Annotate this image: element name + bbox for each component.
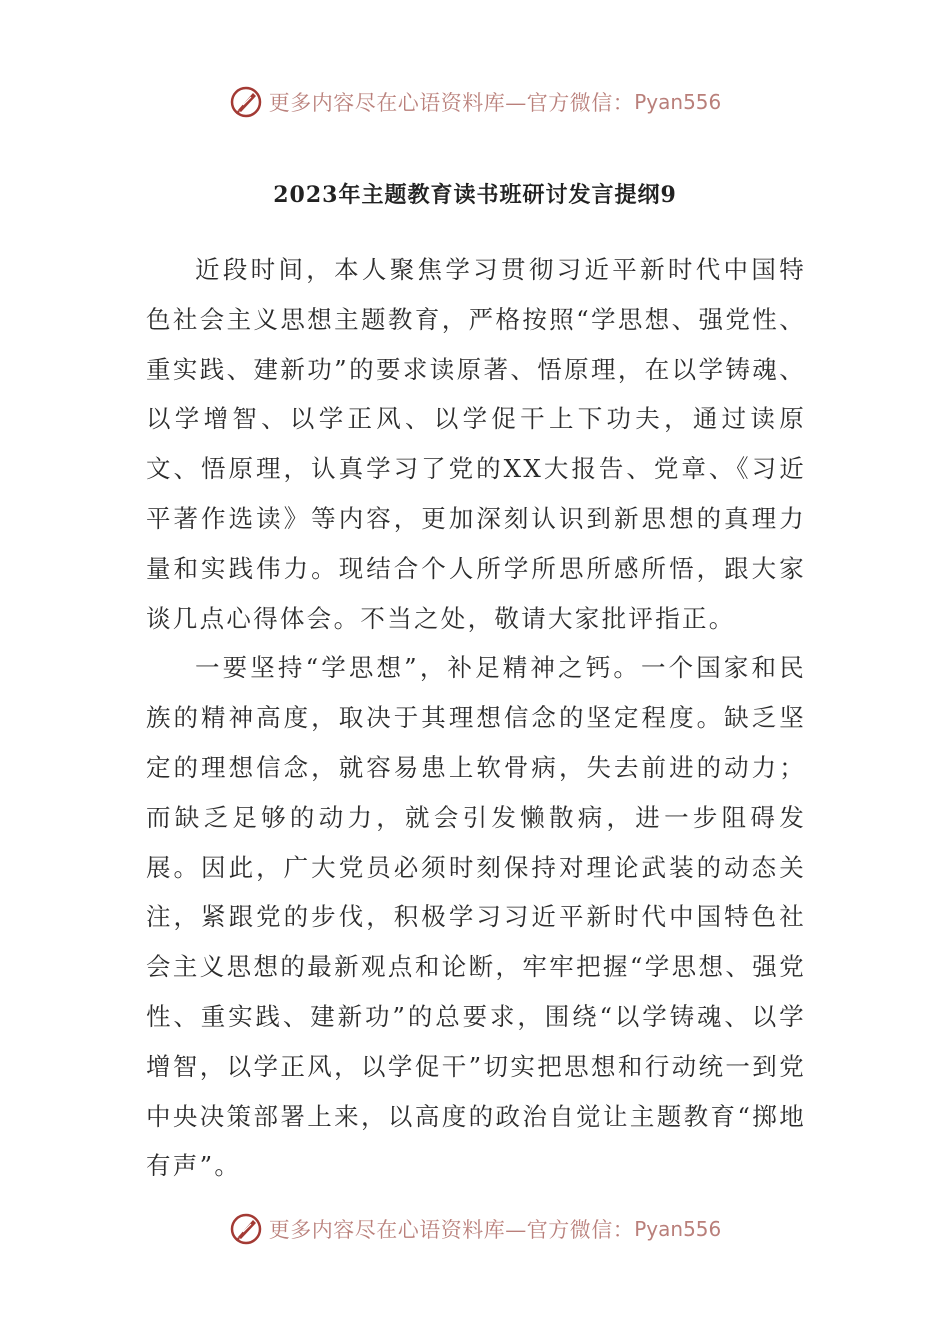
header-banner-text: 更多内容尽在心语资料库—官方微信： [268, 91, 635, 115]
quill-logo-icon [229, 85, 263, 119]
header-wechat-id: Pyan556 [634, 90, 722, 114]
footer-banner [0, 1209, 950, 1249]
document-title: 2023年主题教育读书班研讨发言提纲9 [273, 182, 677, 208]
paragraph-1: 近段时间，本人聚焦学习贯彻习近平新时代中国特色社会主义思想主题教育，严格按照“学思想、强党性、重实践、建新功”的要求读原著、悟原理，在以学铸魂、以学增智、以学正风、以学促干上下功夫，通过读原文、悟原理，认真学习了党的XX大报告、党章、《习近平著作选读》等内容，更加深刻认识到新思想的真理力量和实践伟力。现结合个人所学所思所感所悟，跟大家谈几点心得体会。不当之处，敬请大家批评指正。 [146, 255, 806, 633]
paragraph-2: 一要坚持“学思想”，补足精神之钙。一个国家和民族的精神高度，取决于其理想信念的坚定程度。缺乏坚定的理想信念，就容易患上软骨病，失去前进的动力；而缺乏足够的动力，就会引发懒散病，进一步阻碍发展。因此，广大党员必须时刻保持对理论武装的动态关注，紧跟党的步伐，积极学习习近平新时代中国特色社会主义思想的最新观点和论断，牢牢把握“学思想、强党性、重实践、建新功”的总要求，围绕“以学铸魂、以学增智，以学正风，以学促干”切实把思想和行动统一到党中央决策部署上来，以高度的政治自觉让主题教育“掷地有声”。 [146, 653, 806, 1181]
quill-logo-icon [229, 1212, 263, 1246]
footer-banner-text: 更多内容尽在心语资料库—官方微信： [268, 1218, 635, 1242]
header-banner [0, 82, 950, 122]
document-body [146, 245, 806, 1191]
footer-wechat-id: Pyan556 [634, 1217, 722, 1241]
